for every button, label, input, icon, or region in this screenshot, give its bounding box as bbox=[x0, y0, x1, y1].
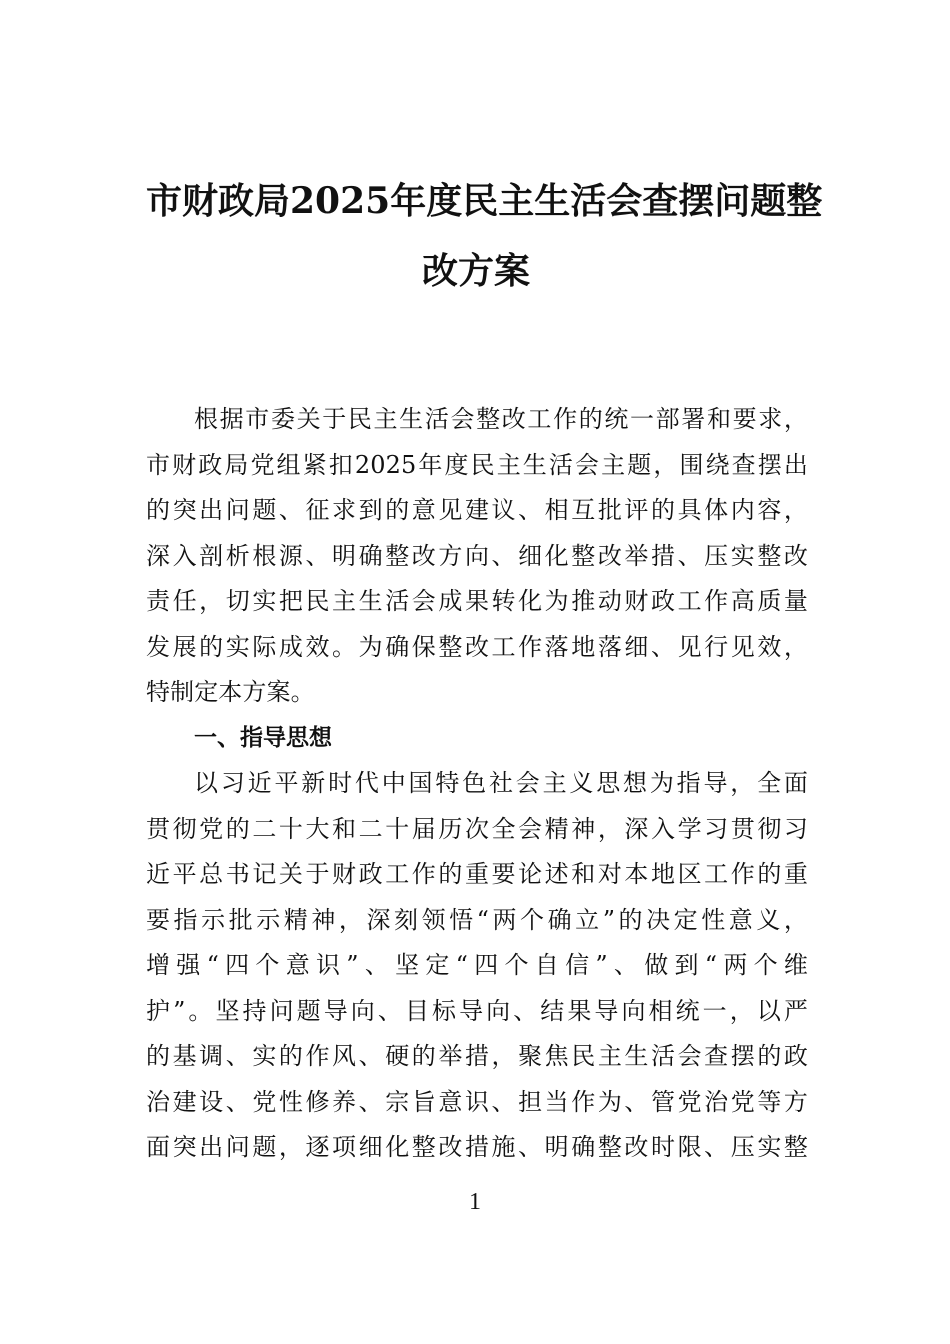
title-line: 改方案 bbox=[421, 250, 530, 292]
section-line: 治建设、党性修养、宗旨意识、担当作为、管党治党等方 bbox=[146, 1087, 808, 1116]
document-body bbox=[146, 397, 808, 1171]
section-line: 面突出问题，逐项细化整改措施、明确整改时限、压实整 bbox=[146, 1133, 808, 1161]
intro-line: 特制定本方案。 bbox=[146, 678, 315, 706]
section-line: 增强“四个意识”、坚定“四个自信”、做到“两个维 bbox=[146, 951, 808, 979]
intro-line: 市财政局党组紧扣2025年度民主生活会主题，围绕查摆出 bbox=[146, 450, 808, 479]
section-line: 的基调、实的作风、硬的举措，聚焦民主生活会查摆的政 bbox=[146, 1042, 808, 1070]
intro-line: 的突出问题、征求到的意见建议、相互批评的具体内容， bbox=[146, 496, 808, 524]
title-line: 市财政局2025年度民主生活会查摆问题整 bbox=[146, 180, 823, 222]
section-heading: 一、指导思想 bbox=[194, 724, 332, 751]
intro-line: 责任，切实把民主生活会成果转化为推动财政工作高质量 bbox=[146, 587, 808, 615]
section-line: 护”。坚持问题导向、目标导向、结果导向相统一，以严 bbox=[146, 996, 808, 1025]
section-line: 要指示批示精神，深刻领悟“两个确立”的决定性意义， bbox=[146, 905, 808, 934]
intro-line: 根据市委关于民主生活会整改工作的统一部署和要求， bbox=[194, 405, 808, 433]
section-line: 贯彻党的二十大和二十届历次全会精神，深入学习贯彻习 bbox=[146, 814, 808, 843]
intro-line: 发展的实际成效。为确保整改工作落地落细、见行见效， bbox=[146, 632, 808, 661]
document-title bbox=[146, 166, 823, 306]
page-number: 1 bbox=[469, 1189, 481, 1215]
section-line: 以习近平新时代中国特色社会主义思想为指导，全面 bbox=[194, 769, 808, 797]
intro-line: 深入剖析根源、明确整改方向、细化整改举措、压实整改 bbox=[146, 541, 808, 570]
section-line: 近平总书记关于财政工作的重要论述和对本地区工作的重 bbox=[146, 860, 808, 888]
